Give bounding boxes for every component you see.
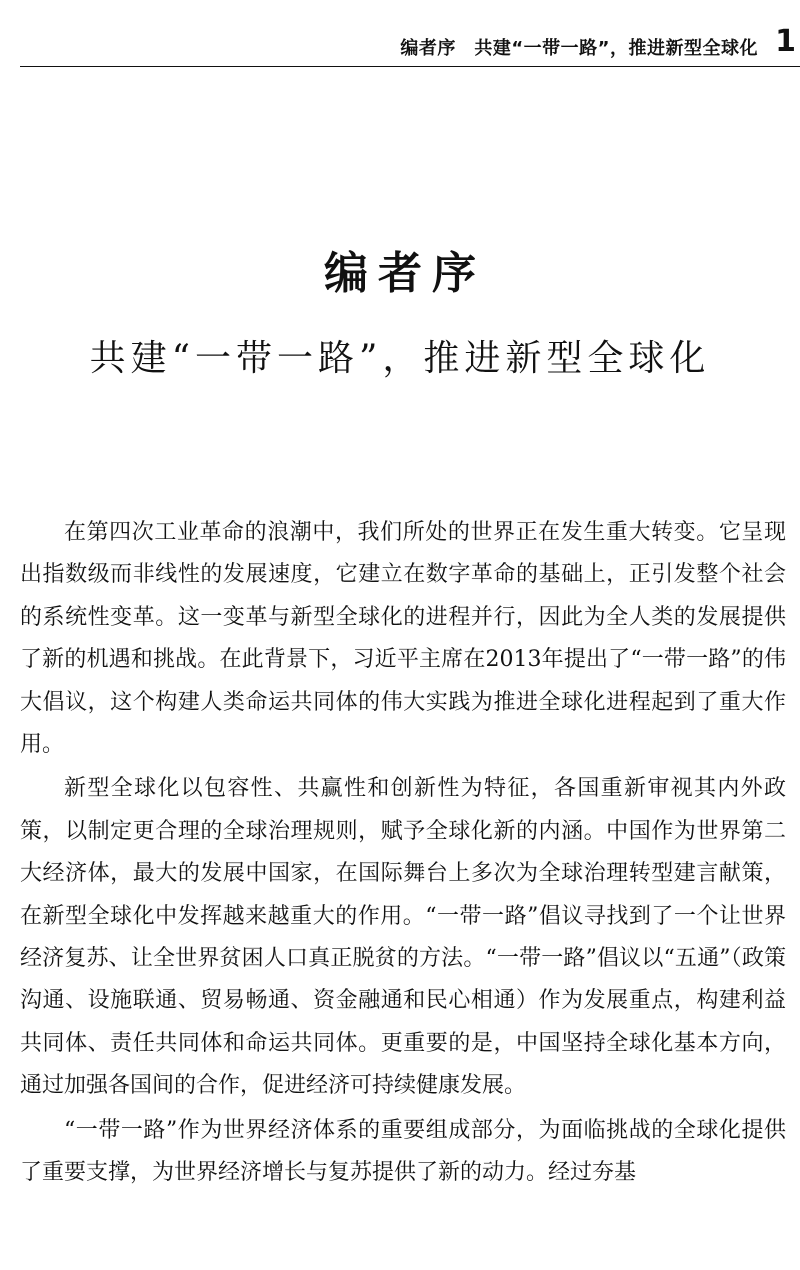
running-header xyxy=(20,14,800,67)
page-number: 1 xyxy=(775,24,796,59)
paragraph-3: “一带一路”作为世界经济体系的重要组成部分，为面临挑战的全球化提供了重要支撑，为世界经济增长与复苏提供了新的动力。经过夯基 xyxy=(20,1117,786,1186)
paragraph-1: 在第四次工业革命的浪潮中，我们所处的世界正在发生重大转变。它呈现出指数级而非线性的发展速度，它建立在数字革命的基础上，正引发整个社会的系统性变革。这一变革与新型全球化的进程并行，因此为全人类的发展提供了新的机遇和挑战。在此背景下，习近平主席在2013年提出了“一带一路”的伟大倡议，这个构建人类命运共同体的伟大实践为推进全球化进程起到了重大作用。 xyxy=(20,520,786,758)
chapter-title: 编者序 xyxy=(324,248,486,299)
body-text xyxy=(20,512,786,1197)
paragraph-2: 新型全球化以包容性、共赢性和创新性为特征，各国重新审视其内外政策，以制定更合理的全球治理规则，赋予全球化新的内涵。中国作为世界第二大经济体，最大的发展中国家，在国际舞台上多次为全球治理转型建言献策，在新型全球化中发挥越来越重大的作用。“一带一路”倡议寻找到了一个让世界经济复苏、让全世界贫困人口真正脱贫的方法。“一带一路”倡议以“五通”（政策沟通、设施联通、贸易畅通、资金融通和民心相通）作为发展重点，构建利益共同体、责任共同体和命运共同体。更重要的是，中国坚持全球化基本方向，通过加强各国间的合作，促进经济可持续健康发展。 xyxy=(20,776,786,1099)
running-title: 编者序 共建“一带一路”，推进新型全球化 xyxy=(400,38,758,59)
chapter-subtitle: 共建“一带一路”，推进新型全球化 xyxy=(89,338,711,379)
